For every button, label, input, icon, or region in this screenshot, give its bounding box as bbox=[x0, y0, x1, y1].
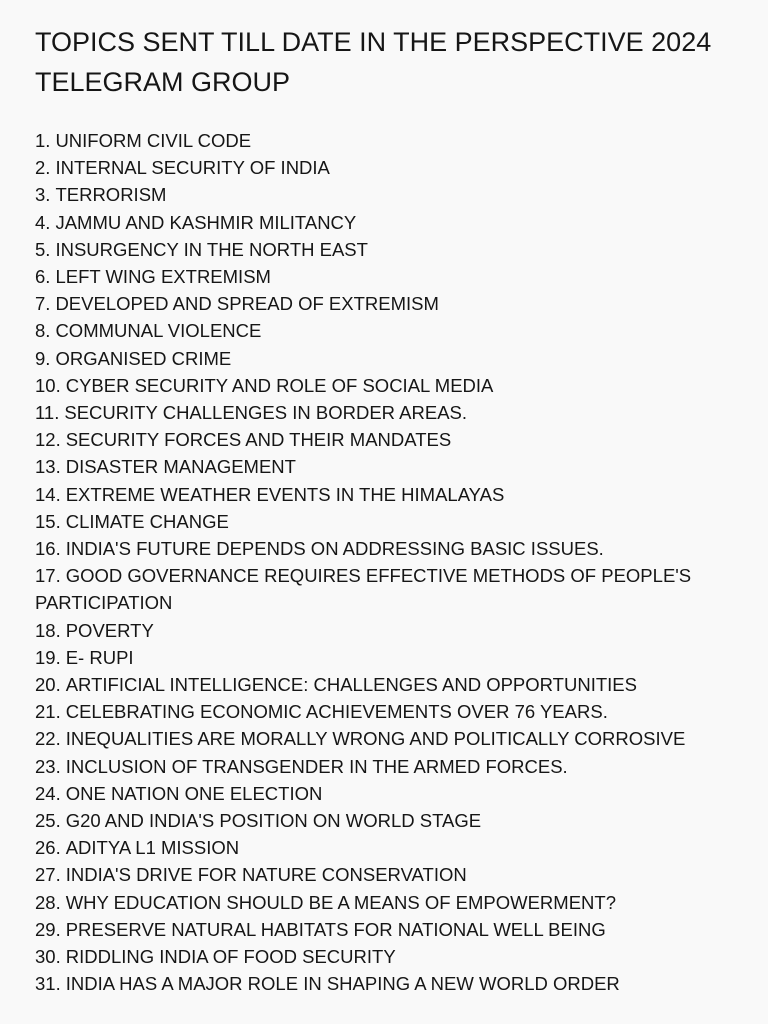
list-item bbox=[35, 753, 740, 780]
list-item-number: 25. bbox=[35, 810, 61, 832]
list-item-number: 7. bbox=[35, 293, 51, 315]
page-title: TOPICS SENT TILL DATE IN THE PERSPECTIVE 2024 TELEGRAM GROUP bbox=[35, 27, 712, 97]
list-item-text: POVERTY bbox=[65, 619, 154, 641]
list-item-text: COMMUNAL VIOLENCE bbox=[55, 320, 262, 342]
topic-list bbox=[35, 127, 738, 998]
list-item-number: 29. bbox=[35, 918, 61, 940]
list-item bbox=[35, 426, 740, 453]
list-item bbox=[35, 154, 740, 181]
list-item-number: 14. bbox=[35, 483, 61, 505]
list-item-number: 10. bbox=[35, 374, 61, 396]
list-item bbox=[35, 236, 740, 263]
list-item bbox=[35, 889, 740, 916]
list-item bbox=[35, 725, 740, 752]
list-item-number: 16. bbox=[35, 538, 61, 560]
list-item-text: INDIA'S FUTURE DEPENDS ON ADDRESSING BASIC ISSUES. bbox=[65, 538, 604, 560]
list-item bbox=[35, 399, 740, 426]
list-item-number: 24. bbox=[35, 782, 61, 804]
list-item-number: 18. bbox=[35, 619, 61, 641]
list-item-number: 12. bbox=[35, 429, 61, 451]
list-item-text: PRESERVE NATURAL HABITATS FOR NATIONAL WELL BEING bbox=[65, 918, 606, 940]
list-item-text: ADITYA L1 MISSION bbox=[65, 837, 240, 859]
list-item-number: 31. bbox=[35, 973, 61, 995]
list-item-text: ONE NATION ONE ELECTION bbox=[65, 782, 323, 804]
list-item bbox=[35, 916, 740, 943]
list-item bbox=[35, 698, 740, 725]
list-item-text: JAMMU AND KASHMIR MILITANCY bbox=[55, 211, 357, 233]
list-item bbox=[35, 508, 740, 535]
list-item bbox=[35, 127, 740, 154]
list-item-text: SECURITY FORCES AND THEIR MANDATES bbox=[65, 429, 452, 451]
list-item-number: 21. bbox=[35, 701, 61, 723]
list-item-number: 11. bbox=[35, 402, 60, 424]
list-item bbox=[35, 644, 740, 671]
list-item-number: 28. bbox=[35, 891, 61, 913]
list-item-number: 1. bbox=[35, 130, 51, 151]
list-item-number: 27. bbox=[35, 864, 61, 886]
list-item-text: DISASTER MANAGEMENT bbox=[65, 456, 296, 478]
list-item-text: EXTREME WEATHER EVENTS IN THE HIMALAYAS bbox=[65, 483, 505, 505]
list-item bbox=[35, 453, 740, 480]
list-item bbox=[35, 290, 740, 317]
list-item-text: UNIFORM CIVIL CODE bbox=[55, 130, 252, 151]
list-item-text: ORGANISED CRIME bbox=[55, 347, 232, 369]
list-item-number: 17. bbox=[35, 565, 61, 587]
list-item-text: CELEBRATING ECONOMIC ACHIEVEMENTS OVER 76 YEARS. bbox=[65, 701, 608, 723]
list-item-text: INDIA HAS A MAJOR ROLE IN SHAPING A NEW WORLD ORDER bbox=[65, 973, 620, 995]
list-item bbox=[35, 535, 740, 562]
list-item-text: SECURITY CHALLENGES IN BORDER AREAS. bbox=[64, 402, 468, 424]
list-item-text: INDIA'S DRIVE FOR NATURE CONSERVATION bbox=[65, 864, 467, 886]
list-item-text: G20 AND INDIA'S POSITION ON WORLD STAGE bbox=[65, 810, 482, 832]
list-item bbox=[35, 181, 740, 208]
list-item-text: E- RUPI bbox=[65, 646, 134, 668]
list-item-text: CYBER SECURITY AND ROLE OF SOCIAL MEDIA bbox=[65, 374, 494, 396]
list-item bbox=[35, 861, 740, 888]
list-item-number: 4. bbox=[35, 211, 51, 233]
list-item-text: DEVELOPED AND SPREAD OF EXTREMISM bbox=[55, 293, 439, 315]
list-item-number: 23. bbox=[35, 755, 61, 777]
list-item-text: INTERNAL SECURITY OF INDIA bbox=[55, 157, 330, 179]
list-item-text: TERRORISM bbox=[55, 184, 167, 206]
list-item bbox=[35, 345, 740, 372]
list-item-number: 9. bbox=[35, 347, 51, 369]
list-item bbox=[35, 807, 740, 834]
list-item-number: 3. bbox=[35, 184, 51, 206]
list-item bbox=[35, 943, 740, 970]
list-item-number: 20. bbox=[35, 674, 61, 696]
list-item bbox=[35, 209, 740, 236]
list-item-text: INEQUALITIES ARE MORALLY WRONG AND POLITICALLY CORROSIVE bbox=[65, 728, 686, 750]
list-item-text: LEFT WING EXTREMISM bbox=[55, 266, 271, 288]
list-item bbox=[35, 263, 740, 290]
list-item bbox=[35, 317, 740, 344]
list-item bbox=[35, 834, 740, 861]
list-item-text: INSURGENCY IN THE NORTH EAST bbox=[55, 238, 368, 260]
list-item bbox=[35, 671, 740, 698]
list-item-text: INCLUSION OF TRANSGENDER IN THE ARMED FORCES. bbox=[65, 755, 568, 777]
list-item bbox=[35, 372, 740, 399]
list-item-text: GOOD GOVERNANCE REQUIRES EFFECTIVE METHODS OF PEOPLE'S PARTICIPATION bbox=[35, 565, 692, 614]
list-item bbox=[35, 780, 740, 807]
list-item bbox=[35, 617, 740, 644]
list-item-number: 26. bbox=[35, 837, 61, 859]
list-item-number: 13. bbox=[35, 456, 61, 478]
list-item-number: 30. bbox=[35, 946, 61, 968]
list-item-number: 5. bbox=[35, 238, 51, 260]
list-item-number: 6. bbox=[35, 266, 51, 288]
list-item bbox=[35, 562, 740, 616]
list-item bbox=[35, 970, 740, 997]
list-item-text: RIDDLING INDIA OF FOOD SECURITY bbox=[65, 946, 396, 968]
list-item-text: ARTIFICIAL INTELLIGENCE: CHALLENGES AND OPPORTUNITIES bbox=[65, 674, 637, 696]
list-item-text: CLIMATE CHANGE bbox=[65, 510, 229, 532]
list-item-number: 8. bbox=[35, 320, 51, 342]
list-item-number: 22. bbox=[35, 728, 61, 750]
list-item-number: 19. bbox=[35, 646, 61, 668]
list-item-number: 15. bbox=[35, 510, 61, 532]
list-item-text: WHY EDUCATION SHOULD BE A MEANS OF EMPOWERMENT? bbox=[65, 891, 616, 913]
list-item bbox=[35, 481, 740, 508]
list-item-number: 2. bbox=[35, 157, 51, 179]
